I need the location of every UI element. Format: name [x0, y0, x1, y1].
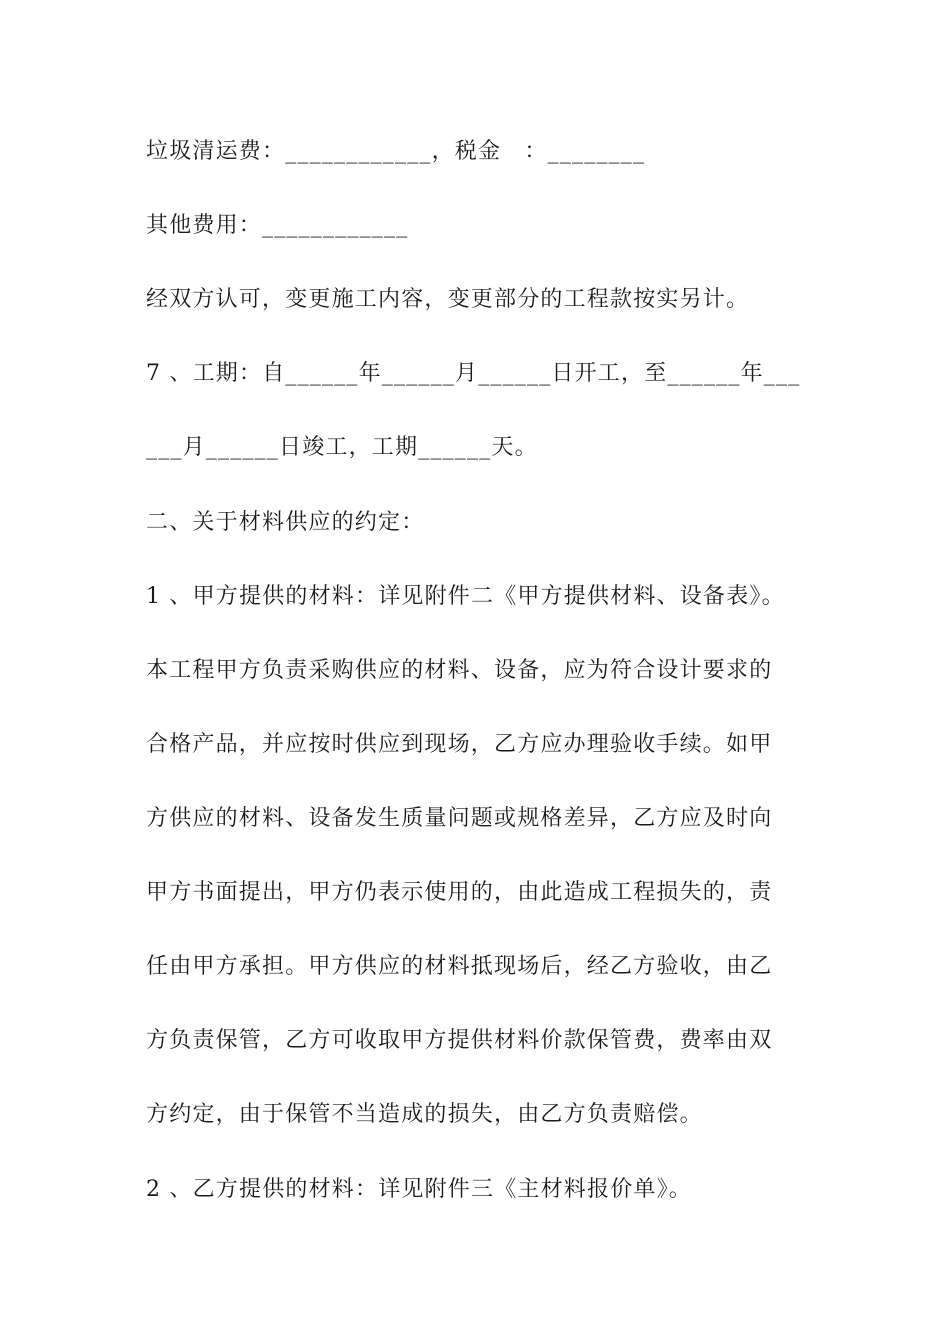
- text-line-schedule-end: ___月______日竣工，工期______天。: [146, 435, 538, 460]
- paragraph-line: 本工程甲方负责采购供应的材料、设备，应为符合设计要求的: [146, 658, 773, 683]
- paragraph-line: 方约定，由于保管不当造成的损失，由乙方负责赔偿。: [146, 1102, 703, 1127]
- text-line-cleanup-fee-tax: 垃圾清运费：____________，税金 ：________: [146, 139, 646, 164]
- paragraph-line: 方负责保管，乙方可收取甲方提供材料价款保管费，费率由双: [146, 1028, 773, 1053]
- section-heading-materials: 二、关于材料供应的约定：: [146, 510, 425, 535]
- paragraph-line: 任由甲方承担。甲方供应的材料抵现场后，经乙方验收，由乙: [146, 954, 773, 979]
- text-line-other-fees: 其他费用：____________: [146, 213, 409, 238]
- text-line-change-terms: 经双方认可，变更施工内容，变更部分的工程款按实另计。: [146, 287, 750, 312]
- paragraph-line: 方供应的材料、设备发生质量问题或规格差异，乙方应及时向: [146, 806, 773, 831]
- paragraph-line: 2 、乙方提供的材料：详见附件三《主材料报价单》。: [146, 1177, 692, 1202]
- paragraph-line: 甲方书面提出，甲方仍表示使用的，由此造成工程损失的，责: [146, 880, 773, 905]
- paragraph-line: 合格产品，并应按时供应到现场，乙方应办理验收手续。如甲: [146, 732, 773, 757]
- paragraph-line: 1 、甲方提供的材料：详见附件二《甲方提供材料、设备表》。: [146, 584, 785, 609]
- text-line-schedule-start: 7 、工期：自______年______月______日开工，至______年___: [146, 361, 801, 386]
